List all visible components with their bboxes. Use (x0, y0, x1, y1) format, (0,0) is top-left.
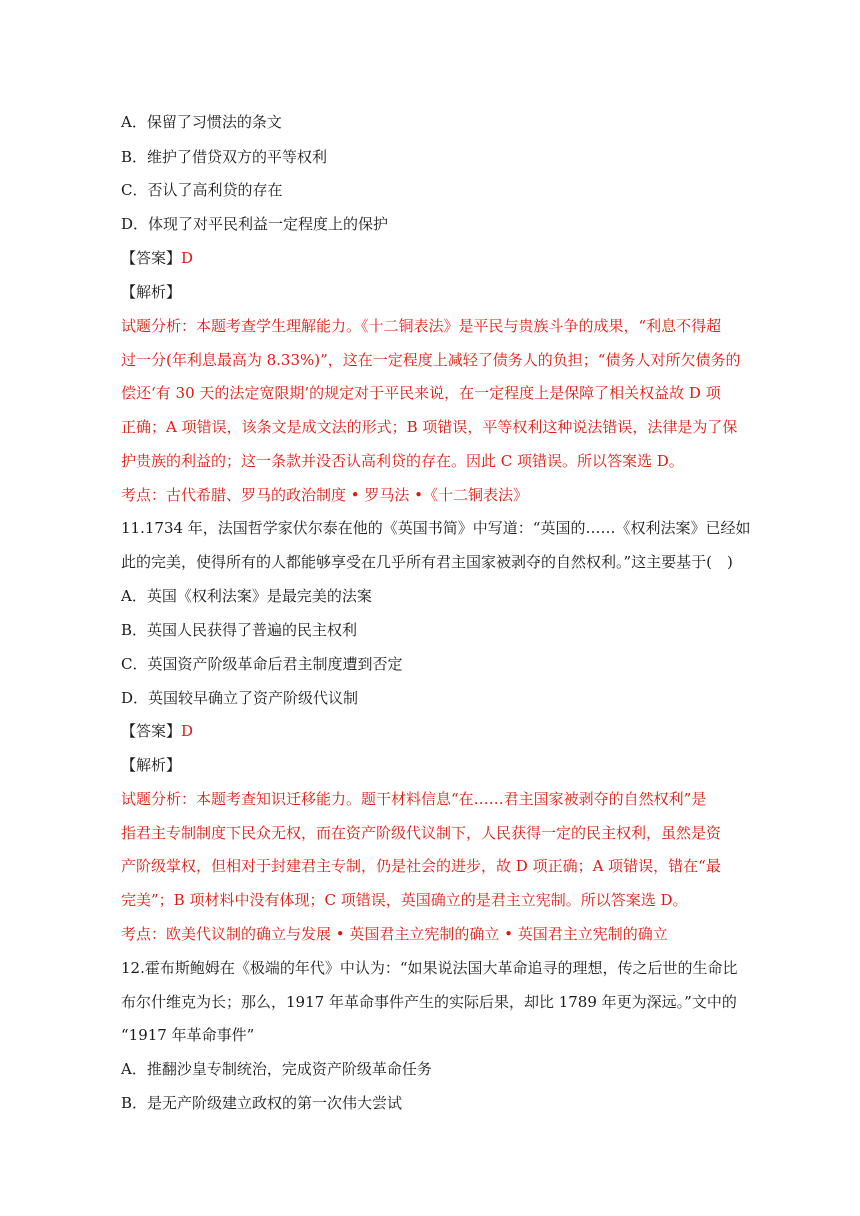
q10-answer (121, 248, 193, 268)
answer-value: D (181, 722, 194, 740)
q10-analysis-line: 正确；A 项错误，该条文是成文法的形式；B 项错误，平等权利这种说法错误，法律是为了保 (121, 418, 738, 436)
q11-answer (121, 721, 193, 741)
q11-stem-line: 11.1734 年，法国哲学家伏尔泰在他的《英国书简》中写道：“英国的……《权利法案》已经如 (121, 519, 751, 537)
answer-value: D (181, 249, 194, 267)
q10-option-a: A．保留了习惯法的条文 (121, 113, 282, 131)
q10-analysis-line: 过一分(年利息最高为 8.33%)”，这在一定程度上减轻了债务人的负担；“债务人对所欠债务的 (121, 351, 741, 369)
q11-analysis-line: 完美”；B 项材料中没有体现；C 项错误，英国确立的是君主立宪制。所以答案选 D。 (121, 891, 688, 909)
answer-tag: 【答案】 (121, 722, 182, 740)
q10-option-b: B．维护了借贷双方的平等权利 (121, 148, 328, 166)
q11-stem-line: 此的完美，使得所有的人都能够享受在几乎所有君主国家被剥夺的自然权利。”这主要基于( ) (121, 553, 733, 571)
q11-analysis-line: 指君主专制制度下民众无权，而在资产阶级代议制下，人民获得一定的民主权利，虽然是资 (121, 824, 722, 842)
q12-option-a: A．推翻沙皇专制统治，完成资产阶级革命任务 (121, 1060, 432, 1078)
q11-topic: 考点：欧美代议制的确立与发展 • 英国君主立宪制的确立 • 英国君主立宪制的确立 (121, 925, 668, 943)
q10-option-c: C．否认了高利贷的存在 (121, 181, 283, 199)
q11-analysis-line: 试题分析：本题考查知识迁移能力。题干材料信息“在……君主国家被剥夺的自然权利”是 (121, 790, 707, 808)
q12-option-b: B．是无产阶级建立政权的第一次伟大尝试 (121, 1094, 403, 1112)
q12-stem-line: 12.霍布斯鲍姆在《极端的年代》中认为：“如果说法国大革命追寻的理想，传之后世的生命比 (121, 959, 738, 977)
q10-topic: 考点：古代希腊、罗马的政治制度 • 罗马法 •《十二铜表法》 (121, 486, 529, 504)
q10-option-d: D．体现了对平民利益一定程度上的保护 (121, 215, 389, 233)
q11-option-d: D．英国较早确立了资产阶级代议制 (121, 689, 359, 707)
q11-analysis-line: 产阶级掌权，但相对于封建君主专制，仍是社会的进步，故 D 项正确；A 项错误，错在“最 (121, 857, 721, 875)
q11-option-b: B．英国人民获得了普遍的民主权利 (121, 621, 358, 639)
q11-analysis-tag: 【解析】 (121, 756, 182, 774)
answer-tag: 【答案】 (121, 249, 182, 267)
q10-analysis-line: 护贵族的利益的；这一条款并没否认高利贷的存在。因此 C 项错误。所以答案选 D。 (121, 452, 684, 470)
q11-option-a: A．英国《权利法案》是最完美的法案 (121, 587, 372, 605)
q10-analysis-line: 偿还‘有 30 天的法定宽限期’的规定对于平民来说，在一定程度上是保障了相关权益故 D 项 (121, 384, 721, 402)
q12-stem-line: 布尔什维克为长；那么，1917 年革命事件产生的实际后果，却比 1789 年更为深远。”文中的 (121, 993, 737, 1011)
q10-analysis-line: 试题分析：本题考查学生理解能力。《十二铜表法》是平民与贵族斗争的成果，“利息不得超 (121, 317, 722, 335)
q10-analysis-tag: 【解析】 (121, 283, 182, 301)
q11-option-c: C．英国资产阶级革命后君主制度遭到否定 (121, 655, 403, 673)
q12-stem-line: “1917 年革命事件” (121, 1026, 255, 1044)
